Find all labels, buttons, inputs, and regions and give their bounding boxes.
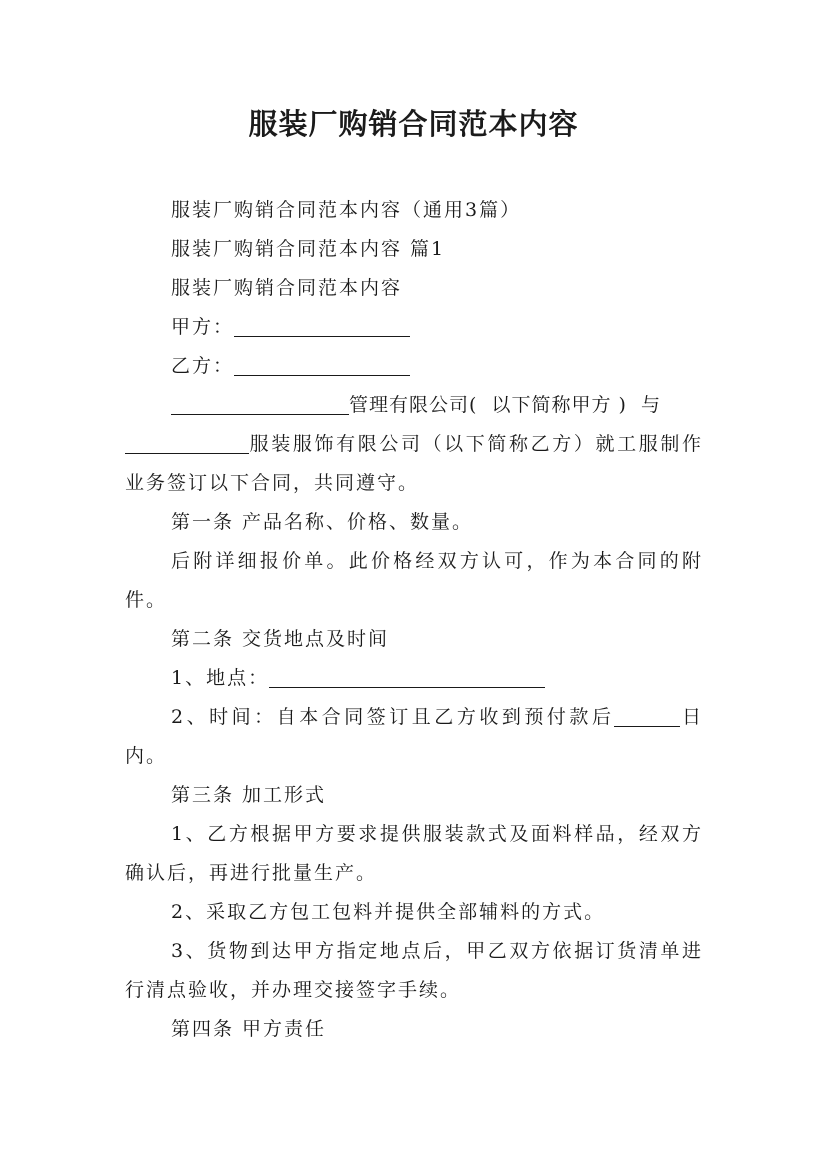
clause-3-heading: 第三条 加工形式 bbox=[171, 784, 327, 806]
company-b-blank bbox=[125, 431, 249, 454]
party-b-blank bbox=[234, 353, 410, 376]
preamble-line-1 bbox=[125, 386, 703, 425]
clause-2-item-2 bbox=[125, 698, 703, 776]
preamble-part-1: 管理有限公司( 以下简称甲方 ) 与 bbox=[349, 394, 662, 416]
party-b-label: 乙方： bbox=[171, 355, 235, 377]
party-a-label: 甲方： bbox=[171, 316, 235, 338]
clause-3-item-3: 3、货物到达甲方指定地点后，甲乙双方依据订货清单进行清点验收，并办理交接签字手续。 bbox=[125, 940, 703, 1001]
time-text-part-2: 日内。 bbox=[125, 706, 703, 767]
document-body bbox=[125, 191, 703, 1049]
article-heading: 服装厂购销合同范本内容 篇1 bbox=[171, 238, 446, 260]
party-a-blank bbox=[234, 314, 410, 337]
days-blank bbox=[614, 704, 680, 727]
preamble-paragraph bbox=[125, 425, 703, 503]
location-blank bbox=[269, 665, 545, 688]
clause-1-heading: 第一条 产品名称、价格、数量。 bbox=[171, 511, 474, 533]
clause-3-item-2: 2、采取乙方包工包料并提供全部辅料的方式。 bbox=[171, 901, 606, 923]
clause-2-heading: 第二条 交货地点及时间 bbox=[171, 628, 390, 650]
company-a-blank bbox=[171, 392, 349, 415]
clause-4-heading: 第四条 甲方责任 bbox=[171, 1018, 327, 1040]
clause-2-item-1 bbox=[125, 659, 703, 698]
intro-line: 服装厂购销合同范本内容（通用3篇） bbox=[171, 199, 522, 221]
clause-1-text: 后附详细报价单。此价格经双方认可，作为本合同的附件。 bbox=[125, 550, 703, 611]
party-a-line bbox=[125, 308, 703, 347]
party-b-line bbox=[125, 347, 703, 386]
preamble-part-2: 服装服饰有限公司（以下简称乙方）就工服制作业务签订以下合同，共同遵守。 bbox=[125, 433, 703, 494]
time-text-part-1: 2、时间：自本合同签订且乙方收到预付款后 bbox=[171, 706, 615, 728]
location-label: 1、地点： bbox=[171, 667, 270, 689]
document-title: 服装厂购销合同范本内容 bbox=[248, 107, 579, 141]
contract-subtitle: 服装厂购销合同范本内容 bbox=[171, 277, 403, 299]
clause-3-item-1: 1、乙方根据甲方要求提供服装款式及面料样品，经双方确认后，再进行批量生产。 bbox=[125, 823, 703, 884]
